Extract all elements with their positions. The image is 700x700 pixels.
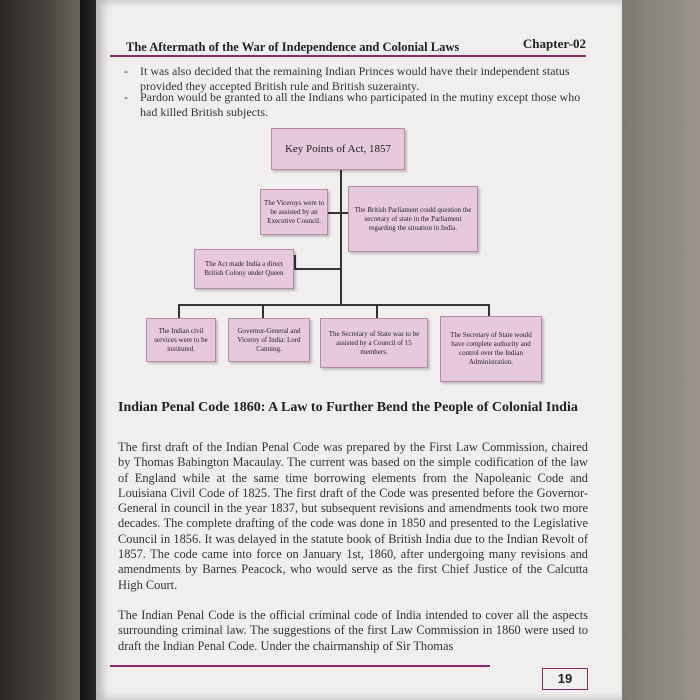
body-paragraph: The Indian Penal Code is the official criminal code of India intended to cover all the aspects surrounding criminal law. The suggestions of the first Law Commission in 1860 were used to draft the Indian Penal Code. Under the chairmanship of Sir Thomas xyxy=(118,608,588,653)
connector-line xyxy=(340,170,342,305)
running-title: The Aftermath of the War of Independence and Colonial Laws xyxy=(126,40,460,54)
page-header xyxy=(126,36,586,56)
diagram-box-council-15: The Secretary of State was to be assisted by a Council of 15 members. xyxy=(320,318,428,368)
diagram-box-governor-general: Governor-General and Viceroy of India: Lord Canning. xyxy=(228,318,310,362)
section-heading: Indian Penal Code 1860: A Law to Further Bend the People of Colonial India xyxy=(118,400,578,415)
connector-line xyxy=(294,255,296,269)
bullet-item: - It was also decided that the remaining Indian Princes would have their independent status provided they accepted British rule and British suzerainty. xyxy=(124,64,570,93)
connector-line xyxy=(340,212,348,214)
header-rule xyxy=(110,55,586,57)
body-paragraph: The first draft of the Indian Penal Code was prepared by the First Law Commission, chaired by Thomas Babington Macaulay. The current was based on the simple codification of the law of England while at the same time borrowing elements from the Napoleanic Code and Louisiana Civil Code of 1825. The first draft of the Code was presented before the Governor-General in council in the year 1837, but subsequent revisions and amendments took two more decades. The complete drafting of the code was done in 1850 and presented to the Legislative Council in 1856. It was delayed in the statute book of British India due to the Indian Revolt of 1857. The code came into force on January 1st, 1860, after undergoing many revisions and amendments by Barnes Peacock, who would serve as the first Chief Justice of the Calcutta High Court. xyxy=(118,440,588,592)
background-right xyxy=(620,0,700,700)
bullet-text: It was also decided that the remaining Indian Princes would have their independent status provided they accepted British rule and British suzerainty. xyxy=(140,64,570,93)
connector-line xyxy=(328,212,340,214)
connector-line xyxy=(178,304,180,318)
diagram-root-box: Key Points of Act, 1857 xyxy=(271,128,405,170)
diagram-box-viceroy-council: The Viceroys were to be assisted by an Executive Council. xyxy=(260,189,328,235)
chapter-label: Chapter-02 xyxy=(522,36,586,51)
page-number: 19 xyxy=(542,668,588,690)
diagram-box-parliament: The British Parliament could question the secretary of state in the Parliament regarding the situation in India. xyxy=(348,186,478,252)
connector-line xyxy=(262,304,264,318)
book-page xyxy=(96,0,622,700)
footer-rule xyxy=(110,665,490,667)
diagram-box-secretary-authority: The Secretary of State would have complete authority and control over the Indian Administration. xyxy=(440,316,542,382)
bullet-item: - Pardon would be granted to all the Indians who participated in the mutiny except those who had killed British subjects. xyxy=(124,90,581,119)
connector-line xyxy=(376,304,378,318)
diagram-box-civil-services: The Indian civil services were to be instituted. xyxy=(146,318,216,362)
bullet-text: Pardon would be granted to all the Indians who participated in the mutiny except those who had killed British subjects. xyxy=(140,90,581,119)
background-table xyxy=(0,0,80,700)
connector-line xyxy=(294,268,340,270)
diagram-box-direct-colony: The Act made India a direct British Colony under Queen xyxy=(194,249,294,289)
connector-line xyxy=(178,304,488,306)
